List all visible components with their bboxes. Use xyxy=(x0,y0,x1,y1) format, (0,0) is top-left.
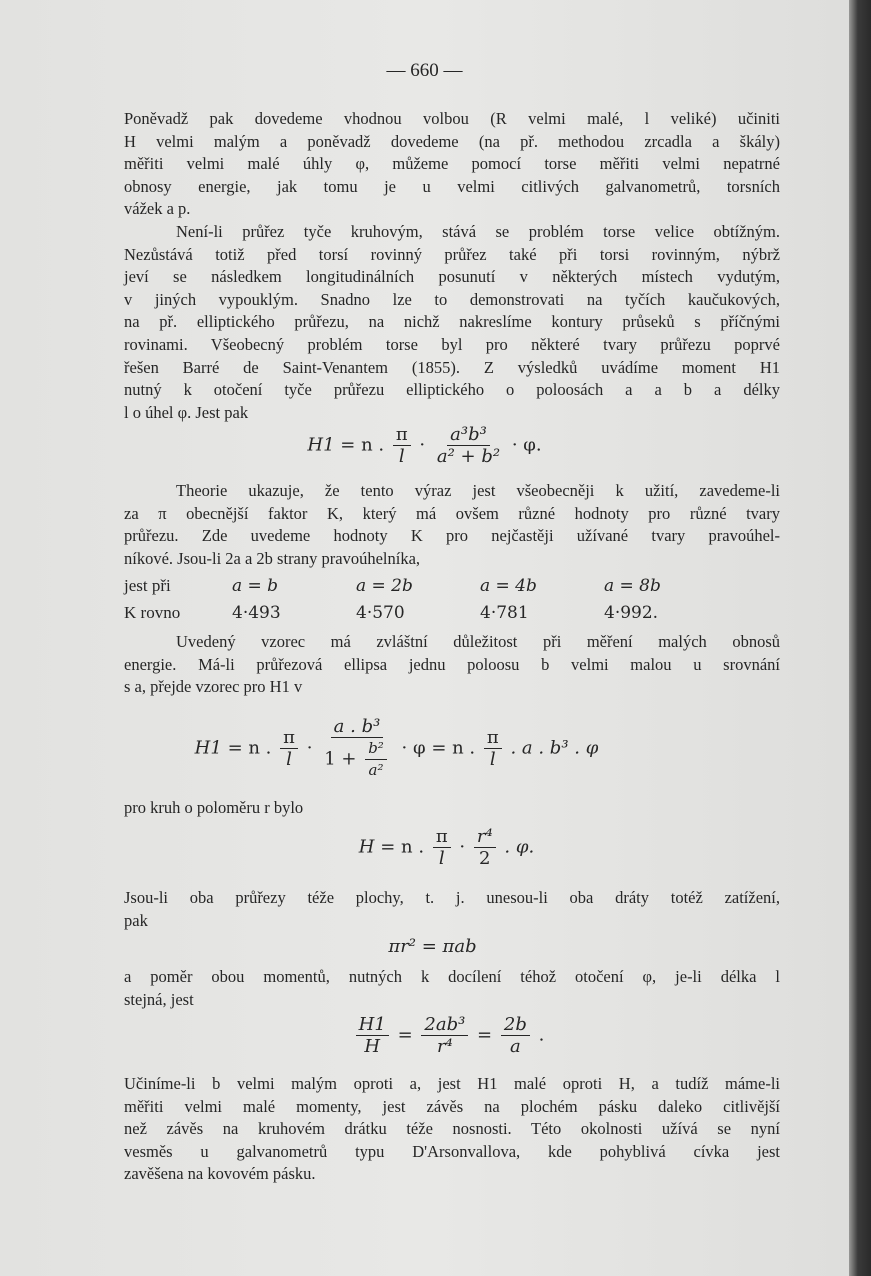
frac-num: π xyxy=(280,727,298,749)
formula-tail: · φ. xyxy=(511,434,542,456)
formula-lhs: H1 xyxy=(194,737,222,759)
formula-eq: = n . xyxy=(227,737,272,759)
paragraph-7 xyxy=(124,966,780,1011)
text-line: obnosy energie, jak tomu je u velmi citlivých galvanometrů, torsních xyxy=(124,176,780,196)
formula-eq: = n . xyxy=(340,434,385,456)
text-line: Uvedený vzorec má zvláštní důležitost při měření malých obnosů xyxy=(176,632,780,651)
table-cell: 4·992. xyxy=(604,602,659,623)
formula-eq: = xyxy=(397,1024,413,1046)
text-line: než závěs na kruhovém drátku téže nosnosti. Této okolnosti užívá se nyní xyxy=(124,1119,780,1139)
frac-num: a . b³ xyxy=(331,716,384,738)
frac-den: l xyxy=(398,446,405,467)
text-line: vesměs u galvanometrů typu D'Arsonvallova, kde pohyblivá cívka jest xyxy=(124,1141,780,1161)
text-line: pro kruh o poloměru r bylo xyxy=(124,798,304,817)
frac-den: a² + b² xyxy=(436,446,501,467)
paragraph-6 xyxy=(124,887,780,932)
frac-num: a³b³ xyxy=(447,424,490,446)
frac-den: l xyxy=(438,848,445,869)
k-values-table xyxy=(124,572,714,626)
text-line: za π obecnější faktor K, který má ovšem různé hodnoty pro různé tvary xyxy=(124,503,780,523)
text-line: H velmi malým a poněvadž dovedeme (na př. methodou zrcadla a škály) xyxy=(124,131,780,151)
formula-mid: · φ = n . xyxy=(401,737,476,759)
table-row xyxy=(124,599,714,626)
formula-eq: = n . xyxy=(380,836,425,858)
text-line: vážek a p. xyxy=(124,199,191,219)
text-line: řešen Barré de Saint-Venantem (1855). Z výsledků uvádíme moment H1 xyxy=(124,357,780,377)
table-row xyxy=(124,572,714,599)
text-line: Theorie ukazuje, že tento výraz jest všeobecněji k užití, zavedeme-li xyxy=(176,481,780,500)
text-line: rovinami. Všeobecný problém torse byl pro některé tvary průřezu poprvé xyxy=(124,334,780,354)
paragraph-8 xyxy=(124,1073,780,1186)
formula-eq: = xyxy=(477,1024,493,1046)
text-line: níkové. Jsou-li 2a a 2b strany pravoúhelníka, xyxy=(124,548,421,568)
frac-num: 2ab³ xyxy=(421,1014,468,1036)
paragraph-3 xyxy=(124,480,780,570)
text-line: zavěšena na kovovém pásku. xyxy=(124,1164,316,1184)
text-line: a poměr obou momentů, nutných k docílení téhož otočení φ, je-li délka l xyxy=(124,967,780,986)
text-line: Nezůstává totiž před torsí rovinný průřez také při torsi rovinným, nýbrž xyxy=(124,244,780,264)
table-cell: a = 4b xyxy=(480,575,537,596)
frac-den: a² xyxy=(368,761,384,779)
table-label: K rovno xyxy=(124,602,181,622)
frac-num: H1 xyxy=(356,1014,389,1036)
frac-num: b² xyxy=(365,738,387,760)
formula-end: . xyxy=(538,1024,545,1046)
formula-circle: H = n . $\frac{\pi}{l}$ · $\frac{\text{r⁴}}{2}$ . φ. xyxy=(358,826,535,869)
table-label: jest při xyxy=(124,575,171,595)
formula-tail: . a . b³ . φ xyxy=(510,737,599,759)
text-line: na př. elliptického průřezu, na nichž nakreslíme kontury průseků s příčnými xyxy=(124,312,780,332)
text-line: v jiných vypouklým. Snadno lze to demonstrovati na tyčích kaučukových, xyxy=(124,289,780,309)
text-line: Poněvadž pak dovedeme vhodnou volbou (R velmi malé, l veliké) učiniti xyxy=(124,109,780,128)
formula-elliptic-limit: H1 = n . $\frac{\pi}{l}$ · a . b³ 1 + $\frac{\text{b²}}{\text{a²}}$ · φ = n . $\frac{\pi}{l}$ . a . b³ . φ xyxy=(194,716,599,779)
text-line: pak xyxy=(124,910,148,930)
frac-den-complex xyxy=(321,738,393,781)
text-line: jeví se následkem longitudinálních posunutí v některých místech vydutým, xyxy=(124,267,780,287)
text-line: stejná, jest xyxy=(124,989,194,1009)
frac-num: π xyxy=(393,424,411,446)
table-cell: a = b xyxy=(232,575,279,596)
frac-den: r⁴ xyxy=(436,1036,453,1057)
formula-equal-area xyxy=(8,936,857,957)
text-line: energie. Má-li průřezová ellipsa jednu poloosu b velmi malou u srovnání xyxy=(124,654,780,674)
formula-area: πr² = πab xyxy=(388,936,477,957)
table-cell: 4·781 xyxy=(480,602,529,623)
book-spine-edge xyxy=(849,0,871,1276)
formula-torsion-moment: H1 = n . $\frac{\pi}{l}$ · $\frac{\text{a³b³}}{\text{a² + b²}}$ · φ. xyxy=(307,424,542,467)
formula-tail: . φ. xyxy=(504,836,535,858)
formula-ratio xyxy=(24,1014,871,1057)
frac-num: 2b xyxy=(501,1014,530,1036)
text-line: nutný k otočení tyče průřezu elliptického o poloosách a a b a délky xyxy=(124,380,780,400)
page-number: — 660 — xyxy=(386,60,463,81)
table-cell: a = 2b xyxy=(356,575,413,596)
frac-den-one: 1 + xyxy=(324,748,357,770)
table-cell: 4·570 xyxy=(356,602,405,623)
frac-den: l xyxy=(489,749,496,770)
text-line: Není-li průřez tyče kruhovým, stává se problém torse velice obtížným. xyxy=(176,222,780,241)
table-cell: 4·493 xyxy=(232,602,281,623)
text-line: měřiti velmi malé úhly φ, můžeme pomocí torse měřiti velmi nepatrné xyxy=(124,154,780,174)
paragraph-1 xyxy=(124,108,780,221)
text-line: l o úhel φ. Jest pak xyxy=(124,402,249,422)
paragraph-5 xyxy=(124,797,780,820)
text-line: s a, přejde vzorec pro H1 v xyxy=(124,677,303,697)
frac-den: 2 xyxy=(479,848,491,869)
formula-lhs: H1 xyxy=(307,434,335,456)
frac-num: π xyxy=(484,727,502,749)
text-line: Učiníme-li b velmi malým oproti a, jest H1 malé oproti H, a tudíž máme-li xyxy=(124,1074,780,1093)
frac-num: r⁴ xyxy=(474,826,496,848)
formula-lhs: H xyxy=(358,836,375,858)
frac-num: π xyxy=(433,826,451,848)
text-line: průřezu. Zde uvedeme hodnoty K pro nejčastěji užívané tvary pravoúhel- xyxy=(124,526,780,546)
text-line: Jsou-li oba průřezy téže plochy, t. j. unesou-li oba dráty totéž zatížení, xyxy=(124,888,780,907)
text-line: měřiti velmi malé momenty, jest závěs na plochém pásku daleko citlivější xyxy=(124,1096,780,1116)
frac-den: a xyxy=(510,1036,521,1057)
paragraph-4 xyxy=(124,631,780,699)
table-cell: a = 8b xyxy=(604,575,661,596)
frac-den: l xyxy=(286,749,292,770)
frac-den: H xyxy=(364,1036,381,1057)
paragraph-2 xyxy=(124,221,780,424)
